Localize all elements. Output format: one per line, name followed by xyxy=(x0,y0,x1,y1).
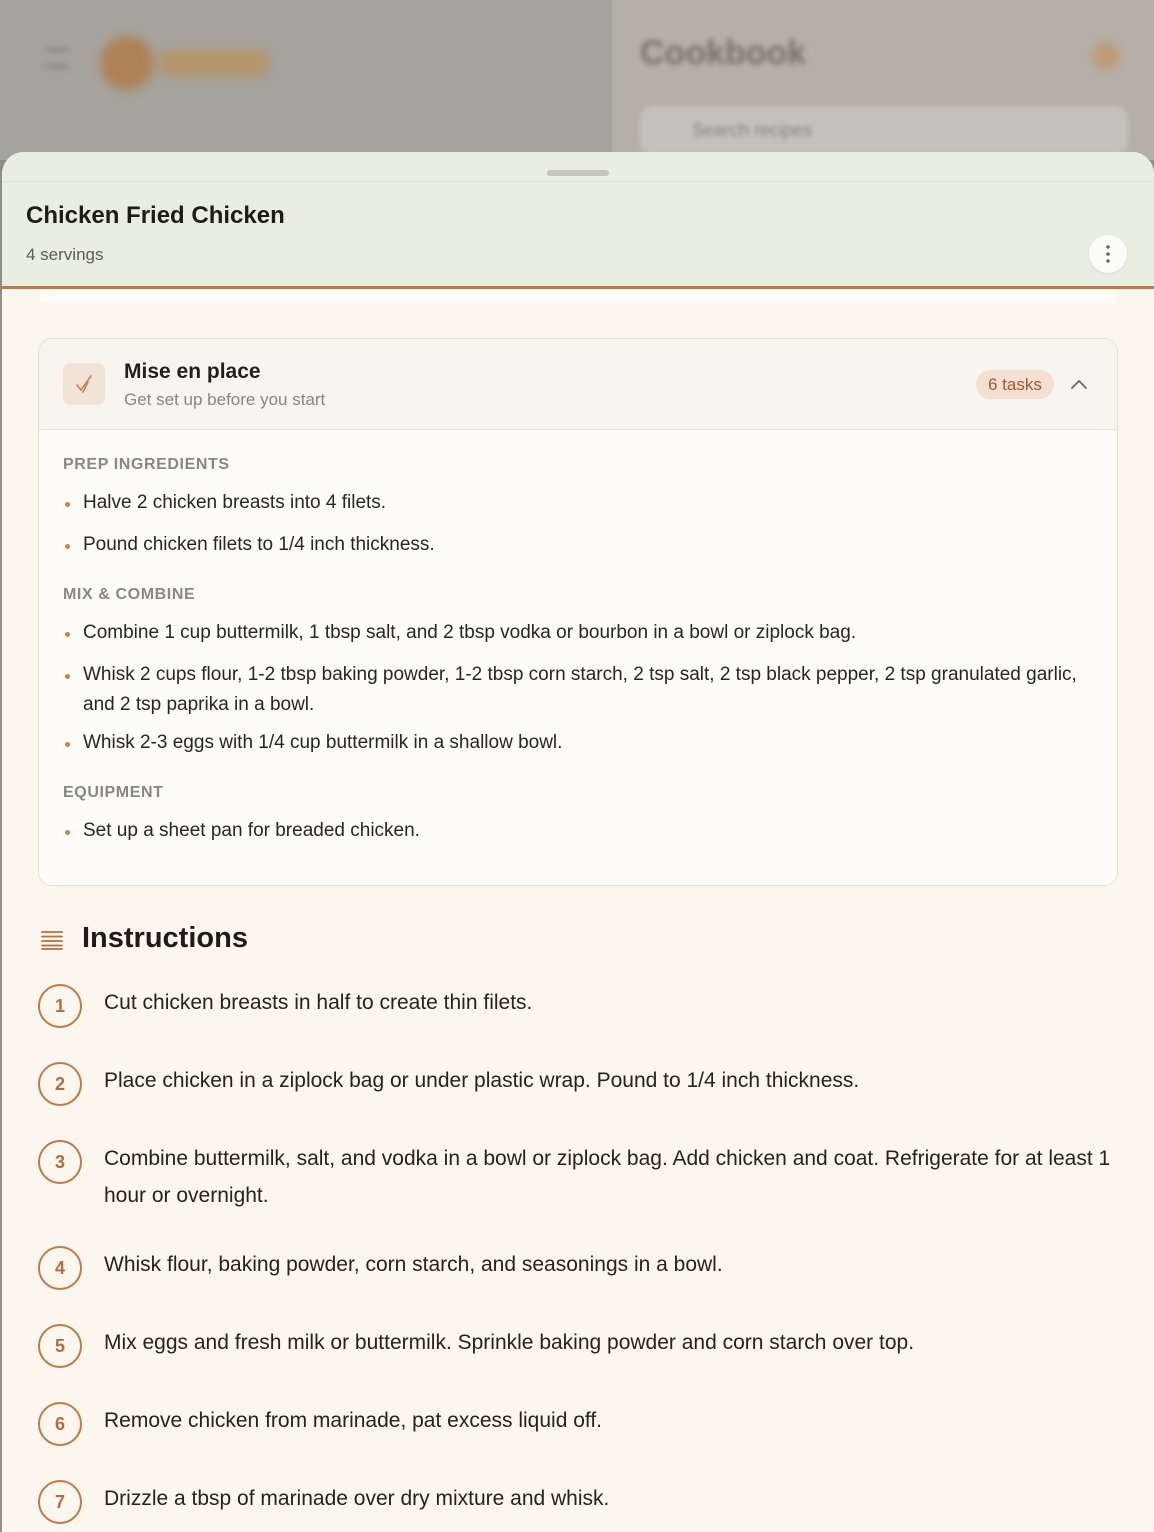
servings-label: 4 servings xyxy=(26,245,104,264)
step-text: Combine buttermilk, salt, and vodka in a bowl or ziplock bag. Add chicken and coat. Refrigerate for at least 1 hour or overnight. xyxy=(104,1147,1111,1207)
instructions-title: Instructions xyxy=(82,922,248,954)
drag-handle[interactable] xyxy=(547,170,609,176)
section-heading-prep: PREP INGREDIENTS xyxy=(63,456,230,473)
task-item: Halve 2 chicken breasts into 4 filets. xyxy=(63,488,1093,518)
step-number: 1 xyxy=(38,984,82,1028)
instruction-step xyxy=(38,984,1118,1062)
instruction-step xyxy=(38,1062,1118,1140)
background-sidebar xyxy=(0,0,612,160)
more-options-button[interactable] xyxy=(1089,235,1127,273)
instruction-step xyxy=(38,1246,1118,1324)
sheet-header xyxy=(2,152,1154,289)
section-heading-equipment: EQUIPMENT xyxy=(63,784,164,801)
step-number: 6 xyxy=(38,1402,82,1446)
instruction-step xyxy=(38,1402,1118,1480)
chevron-up-icon[interactable] xyxy=(1069,375,1089,395)
mise-en-place-card xyxy=(38,338,1118,886)
task-item: Pound chicken filets to 1/4 inch thickness. xyxy=(63,530,1093,560)
task-item: Whisk 2 cups flour, 1-2 tbsp baking powder, 1-2 tbsp corn starch, 2 tsp salt, 2 tsp black pepper, 2 tsp granulated garlic, and 2 tsp paprika in a bowl. xyxy=(63,660,1093,720)
step-text: Mix eggs and fresh milk or buttermilk. Sprinkle baking powder and corn starch over top. xyxy=(104,1331,915,1354)
instruction-step xyxy=(38,1324,1118,1402)
task-list-equipment xyxy=(63,816,1093,846)
scroll-fade xyxy=(40,289,1116,303)
step-text: Drizzle a tbsp of marinade over dry mixture and whisk. xyxy=(104,1487,610,1510)
background-search-bar xyxy=(640,106,1128,154)
task-item: Combine 1 cup buttermilk, 1 tbsp salt, and 2 tbsp vodka or bourbon in a bowl or ziplock bag. xyxy=(63,618,1093,648)
task-count-badge: 6 tasks xyxy=(976,370,1054,399)
list-icon xyxy=(40,930,64,950)
mise-en-place-header[interactable] xyxy=(39,339,1117,430)
step-number: 5 xyxy=(38,1324,82,1368)
task-list-prep xyxy=(63,488,1093,560)
task-item: Set up a sheet pan for breaded chicken. xyxy=(63,816,1093,846)
more-vertical-icon xyxy=(1105,244,1111,264)
step-number: 4 xyxy=(38,1246,82,1290)
instruction-step xyxy=(38,1480,1118,1532)
mise-en-place-title: Mise en place xyxy=(124,360,261,383)
header-divider xyxy=(2,181,1154,182)
background-title: Cookbook xyxy=(640,34,807,72)
recipe-title: Chicken Fried Chicken xyxy=(26,202,285,229)
section-heading-mix: MIX & COMBINE xyxy=(63,586,196,603)
background-star-icon xyxy=(1092,42,1120,70)
instruction-step xyxy=(38,1140,1118,1246)
task-list-mix xyxy=(63,618,1093,758)
step-number: 3 xyxy=(38,1140,82,1184)
knife-icon xyxy=(63,363,105,405)
step-number: 7 xyxy=(38,1480,82,1524)
mise-en-place-subtitle: Get set up before you start xyxy=(124,390,326,409)
task-item: Whisk 2-3 eggs with 1/4 cup buttermilk in a shallow bowl. xyxy=(63,728,1093,758)
step-text: Cut chicken breasts in half to create thin filets. xyxy=(104,991,533,1014)
step-text: Remove chicken from marinade, pat excess liquid off. xyxy=(104,1409,603,1432)
step-number: 2 xyxy=(38,1062,82,1106)
step-text: Whisk flour, baking powder, corn starch, and seasonings in a bowl. xyxy=(104,1253,723,1276)
step-text: Place chicken in a ziplock bag or under plastic wrap. Pound to 1/4 inch thickness. xyxy=(104,1069,860,1092)
mise-en-place-body xyxy=(39,430,1117,846)
menu-icon xyxy=(46,48,68,68)
background-search-placeholder: Search recipes xyxy=(692,120,813,140)
app-logo xyxy=(100,36,270,92)
recipe-sheet xyxy=(2,152,1154,1532)
instruction-steps xyxy=(38,984,1118,1532)
